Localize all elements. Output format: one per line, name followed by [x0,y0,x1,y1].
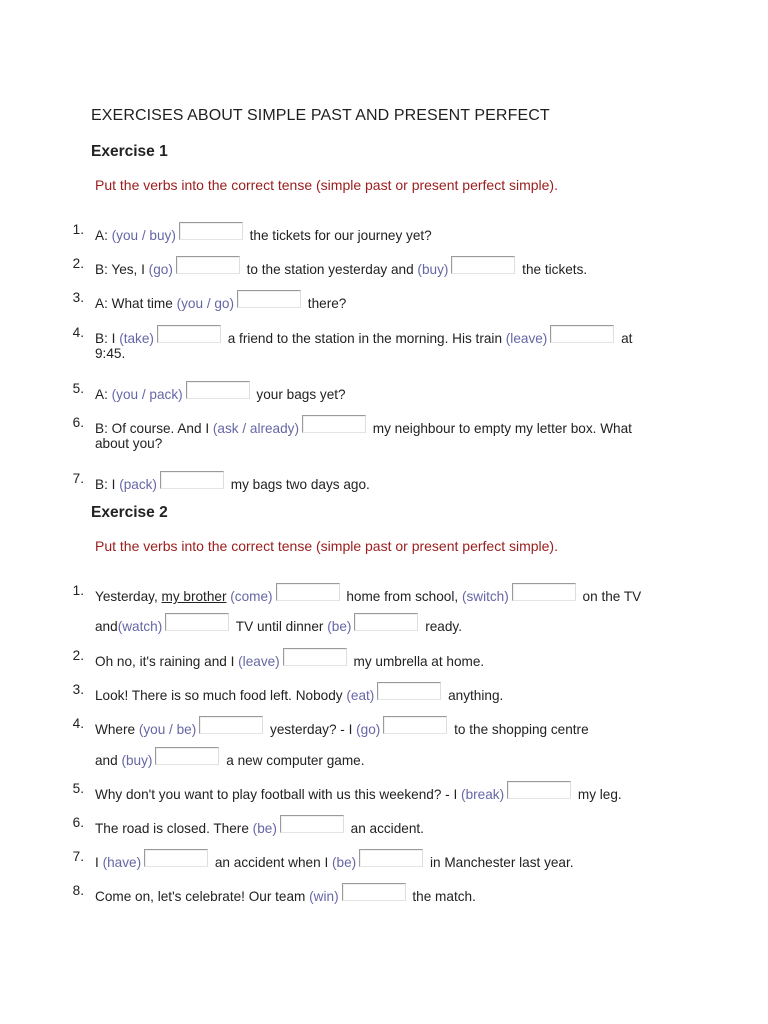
exercise-1-item-6 [95,415,632,437]
sentence-text: B: I [95,477,120,492]
verb-hint: (leave) [505,331,548,346]
sentence-text: Oh no, it's raining and I [95,654,239,669]
sentence-text: my neighbour to empty my letter box. What [369,421,632,436]
answer-input[interactable] [302,415,366,433]
item-number: 7. [72,471,84,486]
verb-hint: (take) [119,331,154,346]
exercise-2-item-8 [95,883,476,905]
sentence-text: in Manchester last year. [426,855,574,870]
sentence-text: and [95,753,122,768]
item-number: 5. [72,381,84,396]
verb-hint: (eat) [346,688,375,703]
sentence-text: Why don't you want to play football with us this weekend? - I [95,787,462,802]
sentence-text: an accident. [346,821,424,836]
item-number: 3. [72,682,84,697]
sentence-text: A: [95,387,112,402]
answer-input[interactable] [377,682,441,700]
sentence-text: anything. [444,688,504,703]
verb-hint: (win) [309,889,339,904]
verb-hint: (watch) [117,619,163,634]
verb-hint: (you / pack) [111,387,183,402]
verb-hint: (switch) [461,589,509,604]
verb-hint: (ask / already) [212,421,299,436]
exercise-1-item-4 [95,325,632,347]
sentence-text: yesterday? - I [266,722,357,737]
sentence-text: at [617,331,633,346]
verb-hint: (come) [230,589,273,604]
answer-input[interactable] [179,222,243,240]
sentence-text: to the shopping centre [450,722,589,737]
answer-input[interactable] [199,716,263,734]
answer-input[interactable] [359,849,423,867]
answer-input[interactable] [160,471,224,489]
verb-hint: (you / be) [138,722,197,737]
item-number: 6. [72,415,84,430]
exercise-2-item-4 [95,716,589,738]
sentence-text: Look! There is so much food left. Nobody [95,688,347,703]
sentence-text: ready. [421,619,462,634]
sentence-text: there? [304,296,347,311]
exercise-1-item-7 [95,471,370,493]
verb-hint: (you / buy) [111,228,176,243]
answer-input[interactable] [283,648,347,666]
sentence-text: on the TV [578,589,642,604]
sentence-text: Where [95,722,139,737]
answer-input[interactable] [237,290,301,308]
answer-input[interactable] [550,325,614,343]
sentence-text: A: [95,228,112,243]
sentence-text: B: I [95,331,120,346]
exercise-2-item-5 [95,781,622,803]
sentence-text: Come on, let's celebrate! Our team [95,889,310,904]
answer-input[interactable] [276,583,340,601]
item-number: 6. [72,815,84,830]
item-number: 5. [72,781,84,796]
verb-hint: (go) [356,722,381,737]
verb-hint: (buy) [417,262,449,277]
verb-hint: (be) [252,821,277,836]
item-number: 7. [72,849,84,864]
sentence-text: my umbrella at home. [349,654,485,669]
item-number: 2. [72,648,84,663]
exercise-2-item-6 [95,815,424,837]
sentence-text: home from school, [342,589,462,604]
exercise-2-item-7 [95,849,574,871]
answer-input[interactable] [155,747,219,765]
answer-input[interactable] [280,815,344,833]
sentence-text: my bags two days ago. [226,477,370,492]
exercise-2-item-4-cont [95,747,365,769]
exercise-1-item-1 [95,222,432,244]
exercise-1-item-6-cont [95,436,162,458]
sentence-text: to the station yesterday and [242,262,418,277]
sentence-text: TV until dinner [232,619,328,634]
sentence-text: the tickets. [518,262,588,277]
exercise-2-heading: Exercise 2 [91,504,168,521]
verb-hint: (pack) [119,477,157,492]
sentence-text: your bags yet? [252,387,346,402]
sentence-text: an accident when I [211,855,333,870]
verb-hint: (go) [148,262,173,277]
sentence-text: the match. [408,889,476,904]
sentence-text: my leg. [574,787,622,802]
verb-hint: (leave) [238,654,280,669]
item-number: 1. [72,583,84,598]
answer-input[interactable] [507,781,571,799]
sentence-text: the tickets for our journey yet? [245,228,432,243]
verb-hint: (have) [102,855,142,870]
exercise-1-heading: Exercise 1 [91,143,168,160]
exercise-2-instruction: Put the verbs into the correct tense (simple past or present perfect simple). [95,538,558,554]
sentence-text: I [95,855,103,870]
exercise-2-item-1-cont [95,613,462,635]
answer-input[interactable] [186,381,250,399]
sentence-text: A: What time [95,296,177,311]
sentence-text: B: Yes, I [95,262,149,277]
answer-input[interactable] [512,583,576,601]
item-number: 1. [72,222,84,237]
answer-input[interactable] [383,716,447,734]
exercise-1-instruction: Put the verbs into the correct tense (simple past or present perfect simple). [95,177,558,193]
answer-input[interactable] [342,883,406,901]
exercise-2-item-3 [95,682,503,704]
sentence-text: and [95,619,118,634]
exercise-1-item-3 [95,290,346,312]
sentence-text: about you? [95,436,163,451]
answer-input[interactable] [354,613,418,631]
answer-input[interactable] [144,849,208,867]
verb-hint: (break) [461,787,505,802]
item-number: 8. [72,883,84,898]
exercise-2-item-1 [95,583,641,605]
verb-hint: (be) [332,855,357,870]
item-number: 3. [72,290,84,305]
sentence-text: The road is closed. There [95,821,253,836]
verb-hint: (you / go) [176,296,235,311]
verb-hint: (buy) [121,753,153,768]
exercise-1-item-4-cont [95,346,125,368]
item-number: 4. [72,716,84,731]
answer-input[interactable] [165,613,229,631]
item-number: 2. [72,256,84,271]
exercise-2-item-2 [95,648,484,670]
exercise-1-item-2 [95,256,587,278]
page-title: EXERCISES ABOUT SIMPLE PAST AND PRESENT PERFECT [91,107,550,124]
answer-input[interactable] [451,256,515,274]
exercise-1-item-5 [95,381,346,403]
verb-hint: (be) [327,619,352,634]
sentence-text: a new computer game. [222,753,365,768]
sentence-text: a friend to the station in the morning. His train [223,331,506,346]
sentence-text: B: Of course. And I [95,421,213,436]
item-number: 4. [72,325,84,340]
answer-input[interactable] [157,325,221,343]
sentence-text: 9:45. [95,346,126,361]
answer-input[interactable] [176,256,240,274]
sentence-text: Yesterday, [95,589,162,604]
underlined-text: my brother [161,589,227,604]
